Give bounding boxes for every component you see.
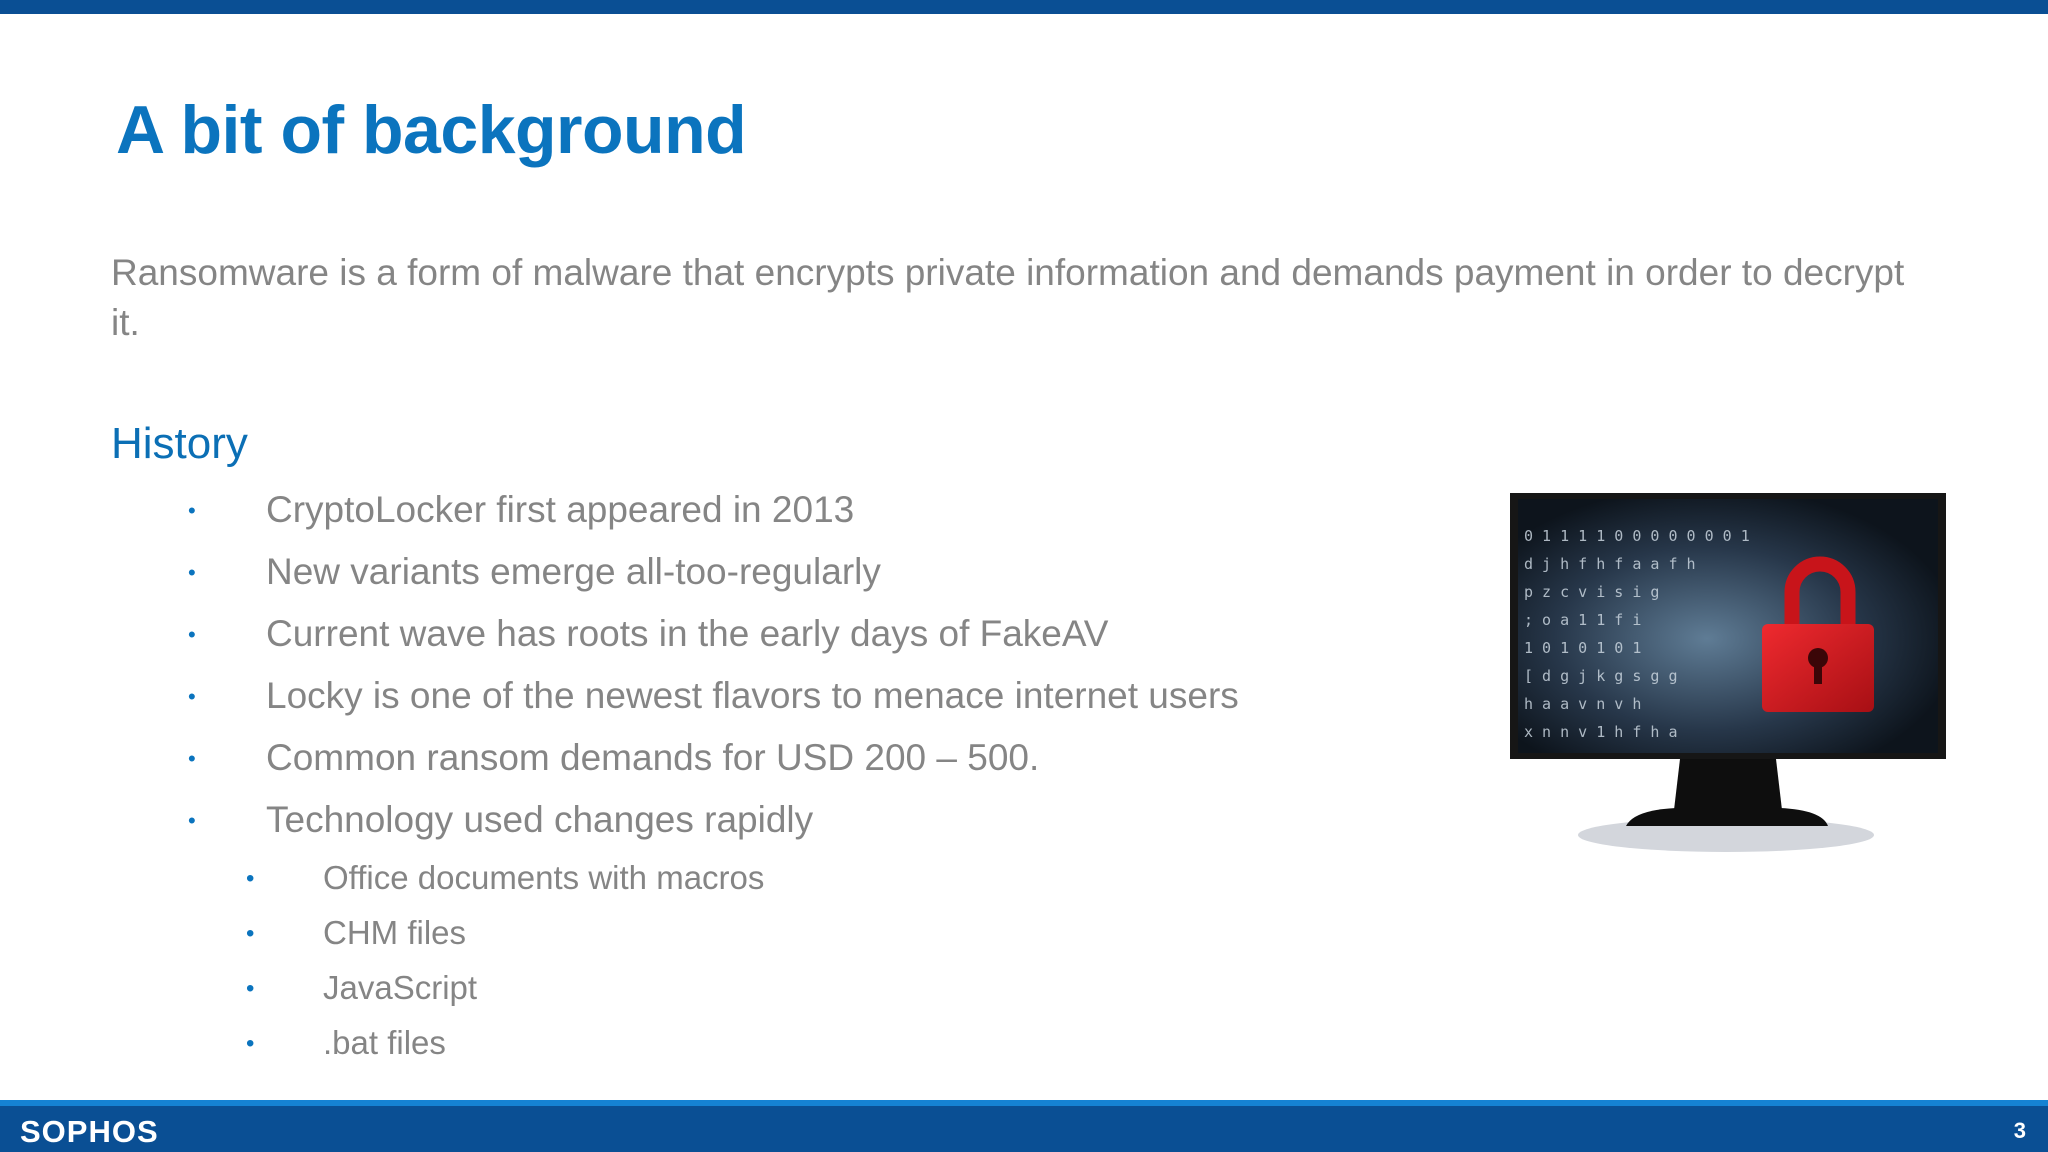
sophos-logo: SOPHOS (20, 1114, 159, 1149)
slide-title: A bit of background (116, 92, 747, 168)
top-accent-bar (0, 0, 2048, 14)
locked-monitor-icon (1500, 488, 1970, 858)
sub-bullet-text: CHM files (323, 914, 467, 951)
monitor-neck (1674, 759, 1782, 810)
bullet-dot-icon: • (246, 975, 255, 1002)
bullet-dot-icon: • (188, 808, 196, 833)
sub-bullet-text: JavaScript (323, 969, 478, 1006)
bottom-footer-bar (0, 1100, 2048, 1152)
bullet-text: Technology used changes rapidly (266, 799, 814, 840)
svg-text:d j h f h f a a f h: d j h f h f a a f h (1524, 555, 1696, 573)
intro-paragraph: Ransomware is a form of malware that encrypts private information and demands payment in order to decrypt it. (111, 252, 1905, 343)
bullet-text: CryptoLocker first appeared in 2013 (266, 489, 855, 530)
bullet-dot-icon: • (188, 560, 196, 585)
sub-bullet-text: Office documents with macros (323, 859, 765, 896)
page-number: 3 (2013, 1118, 2026, 1143)
svg-text:1 0 1 0 1: 1 0 1 0 1 0 1 (1524, 639, 1642, 657)
bullet-dot-icon: • (188, 622, 196, 647)
svg-text:; o a 1 1: ; o a 1 1 f i (1524, 611, 1642, 629)
bullet-dot-icon: • (246, 920, 255, 947)
bullet-text: Locky is one of the newest flavors to menace internet users (266, 675, 1239, 716)
svg-text:h a a v n: h a a v n v h (1524, 695, 1642, 713)
bullet-dot-icon: • (246, 865, 255, 892)
monitor-base (1626, 808, 1828, 826)
bullet-dot-icon: • (188, 746, 196, 771)
svg-text:x n n v 1 h f: x n n v 1 h f h a (1524, 723, 1678, 741)
bullet-text: Common ransom demands for USD 200 – 500. (266, 737, 1040, 778)
bullet-dot-icon: • (188, 498, 196, 523)
bullet-dot-icon: • (246, 1030, 255, 1057)
bullet-dot-icon: • (188, 684, 196, 709)
bullet-text: Current wave has roots in the early days of FakeAV (266, 613, 1109, 654)
svg-text:p z c v i: p z c v i s i g (1524, 583, 1660, 601)
svg-text:0 1 1 1 1 0 0 0: 0 1 1 1 1 0 0 0 0 0 0 0 1 (1524, 527, 1750, 545)
svg-text:[ d g j k g s g: [ d g j k g s g g (1524, 667, 1678, 685)
sub-bullet-text: .bat files (323, 1024, 446, 1061)
bullet-text: New variants emerge all-too-regularly (266, 551, 881, 592)
section-heading-history: History (111, 419, 248, 468)
